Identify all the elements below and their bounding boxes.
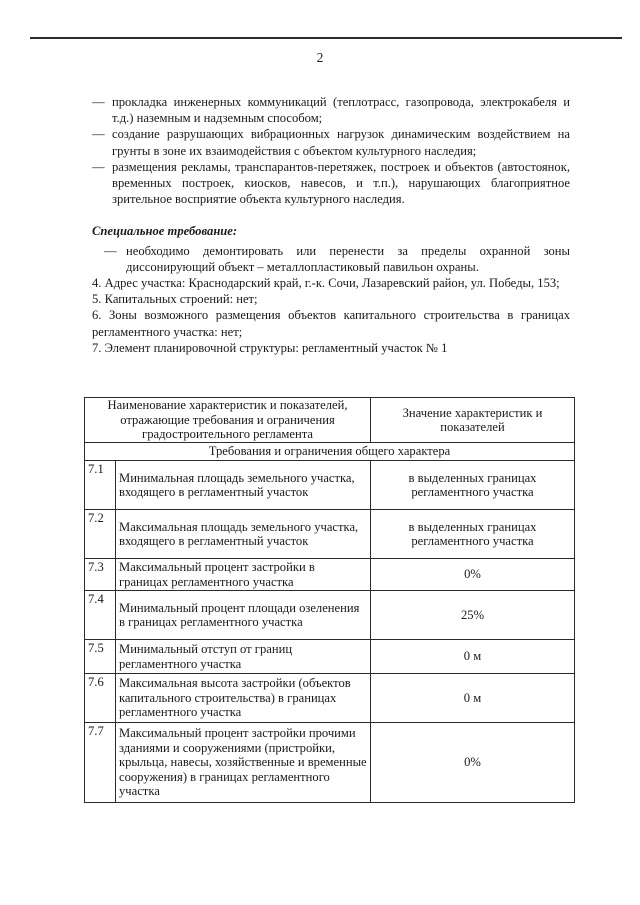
row-number: 7.1 (85, 461, 116, 510)
prohibition-item (92, 159, 570, 208)
dash-marker: — (92, 95, 105, 109)
row-name: Максимальная площадь земельного участка, входящего в регламентный участок (116, 510, 371, 559)
row-value: в выделенных границах регламентного участка (371, 461, 575, 510)
regulation-table (84, 397, 575, 803)
prohibition-item (92, 126, 570, 158)
table-header-name: Наименование характеристик и показателей, отражающие требования и ограничения градостроительного регламента (85, 398, 371, 443)
prohibition-text: создание разрушающих вибрационных нагрузок динамическим воздействием на грунты в зоне их взаимодействия с объектом культурного наследия; (112, 127, 570, 158)
table-row (85, 674, 575, 723)
table-section-title: Требования и ограничения общего характера (85, 443, 575, 461)
row-number: 7.4 (85, 591, 116, 640)
row-number: 7.6 (85, 674, 116, 723)
table-header-value: Значение характеристик и показателей (371, 398, 575, 443)
table-row (85, 723, 575, 803)
row-value: 0 м (371, 674, 575, 723)
dash-marker: — (92, 159, 105, 174)
row-number: 7.2 (85, 510, 116, 559)
prohibition-text: размещения рекламы, транспарантов-перетяжек, построек и объектов (автостоянок, временных построек, киосков, навесов, и т.п.), нарушающих благоприятное зрительное восприятие объекта культурного наследия. (112, 159, 570, 207)
capital-buildings: 5. Капитальных строений: нет; (92, 292, 258, 307)
dash-marker: — (104, 243, 117, 258)
document-body (92, 94, 570, 356)
placement-zones: 6. Зоны возможного размещения объектов капитального строительства в границах регламентного участка: нет; (92, 308, 570, 339)
row-name: Максимальный процент застройки прочими зданиями и сооружениями (пристройки, крыльца, навесы, хозяйственные и временные сооружения) в границах регламентного участка (116, 723, 371, 803)
row-number: 7.3 (85, 559, 116, 591)
row-value: 0% (371, 559, 575, 591)
special-requirement-item (104, 243, 570, 275)
row-name: Минимальный отступ от границ регламентного участка (116, 640, 371, 674)
dash-marker: — (92, 127, 105, 142)
table-row (85, 640, 575, 674)
row-value: 0 м (371, 640, 575, 674)
table-row (85, 559, 575, 591)
special-requirement-heading: Специальное требование: (92, 224, 238, 239)
site-address: 4. Адрес участка: Краснодарский край, г.-к. Сочи, Лазаревский район, ул. Победы, 153; (92, 276, 560, 291)
table-row (85, 591, 575, 640)
page-number: 2 (316, 50, 324, 65)
planning-element: 7. Элемент планировочной структуры: регламентный участок № 1 (92, 340, 448, 355)
row-value: 0% (371, 723, 575, 803)
row-name: Максимальная высота застройки (объектов капитального строительства) в границах регламентного участка (116, 674, 371, 723)
row-number: 7.5 (85, 640, 116, 674)
row-name: Минимальный процент площади озеленения в границах регламентного участка (116, 591, 371, 640)
special-requirement-text: необходимо демонтировать или перенести за пределы охранной зоны диссонирующий объект – металлопластиковый павильон охраны. (126, 243, 570, 274)
row-name: Максимальный процент застройки в границах регламентного участка (116, 559, 371, 591)
top-rule (30, 37, 622, 39)
row-number: 7.7 (85, 723, 116, 803)
table-row (85, 461, 575, 510)
row-name: Минимальная площадь земельного участка, входящего в регламентный участок (116, 461, 371, 510)
row-value: 25% (371, 591, 575, 640)
row-value: в выделенных границах регламентного участка (371, 510, 575, 559)
table-row (85, 510, 575, 559)
prohibition-text: прокладка инженерных коммуникаций (теплотрасс, газопровода, электрокабеля и т.д.) наземным и надземным способом; (112, 95, 570, 126)
prohibition-item (92, 94, 570, 126)
